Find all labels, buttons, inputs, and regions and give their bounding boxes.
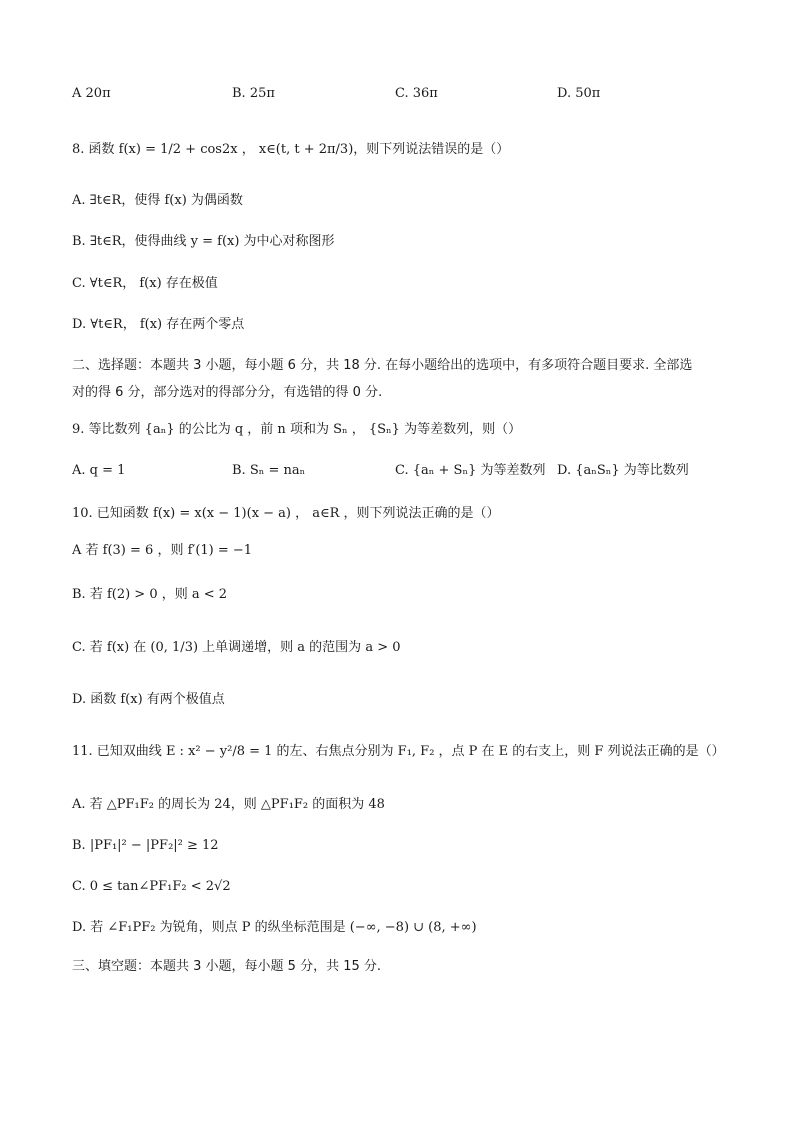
q8-option-d: D. ∀t∈R， f(x) 存在两个零点 bbox=[72, 317, 245, 332]
section-2-line-2: 对的得 6 分，部分选对的得部分分，有选错的得 0 分. bbox=[72, 385, 383, 400]
q9-option-a: A. q = 1 bbox=[72, 463, 126, 478]
q10-option-a: A 若 f(3) = 6 ，则 f′(1) = −1 bbox=[72, 543, 253, 558]
q11-stem: 11. 已知双曲线 E : x² − y²/8 = 1 的左、右焦点分别为 F₁, F₂ ，点 P 在 E 的右支上，则 F 列说法正确的是（） bbox=[72, 744, 725, 759]
q7-option-a: A 20π bbox=[72, 86, 111, 101]
q7-option-c: C. 36π bbox=[395, 86, 438, 101]
q10-option-c: C. 若 f(x) 在 (0, 1/3) 上单调递增，则 a 的范围为 a > 0 bbox=[72, 640, 401, 655]
q8-option-c: C. ∀t∈R， f(x) 存在极值 bbox=[72, 276, 218, 291]
q9-option-c: C. {aₙ + Sₙ} 为等差数列 bbox=[395, 463, 546, 478]
q8-stem: 8. 函数 f(x) = 1/2 + cos2x ， x∈(t, t + 2π/3)，则下列说法错误的是（） bbox=[72, 142, 510, 157]
q10-stem: 10. 已知函数 f(x) = x(x − 1)(x − a) ， a∈R ，则下列说法正确的是（） bbox=[72, 506, 500, 521]
q7-option-b: B. 25π bbox=[232, 86, 275, 101]
section-2-line-1: 二、选择题：本题共 3 小题，每小题 6 分，共 18 分. 在每小题给出的选项中，有多项符合题目要求. 全部选 bbox=[72, 358, 693, 373]
q10-option-b: B. 若 f(2) > 0 ，则 a < 2 bbox=[72, 587, 228, 602]
q9-option-d: D. {aₙSₙ} 为等比数列 bbox=[557, 463, 689, 478]
q11-option-d: D. 若 ∠F₁PF₂ 为锐角，则点 P 的纵坐标范围是 (−∞, −8) ∪ (8, +∞) bbox=[72, 920, 477, 935]
q8-option-b: B. ∃t∈R，使得曲线 y = f(x) 为中心对称图形 bbox=[72, 234, 335, 249]
section-3-line-1: 三、填空题：本题共 3 小题，每小题 5 分，共 15 分. bbox=[72, 959, 382, 974]
q11-option-c: C. 0 ≤ tan∠PF₁F₂ < 2√2 bbox=[72, 879, 231, 894]
q10-option-d: D. 函数 f(x) 有两个极值点 bbox=[72, 692, 225, 707]
q8-option-a: A. ∃t∈R，使得 f(x) 为偶函数 bbox=[72, 193, 243, 208]
q11-option-b: B. |PF₁|² − |PF₂|² ≥ 12 bbox=[72, 838, 219, 853]
q7-option-d: D. 50π bbox=[557, 86, 601, 101]
q9-option-b: B. Sₙ = naₙ bbox=[232, 463, 306, 478]
q9-stem: 9. 等比数列 {aₙ} 的公比为 q ，前 n 项和为 Sₙ ， {Sₙ} 为等差数列，则（） bbox=[72, 422, 522, 437]
q11-option-a: A. 若 △PF₁F₂ 的周长为 24，则 △PF₁F₂ 的面积为 48 bbox=[72, 797, 385, 812]
